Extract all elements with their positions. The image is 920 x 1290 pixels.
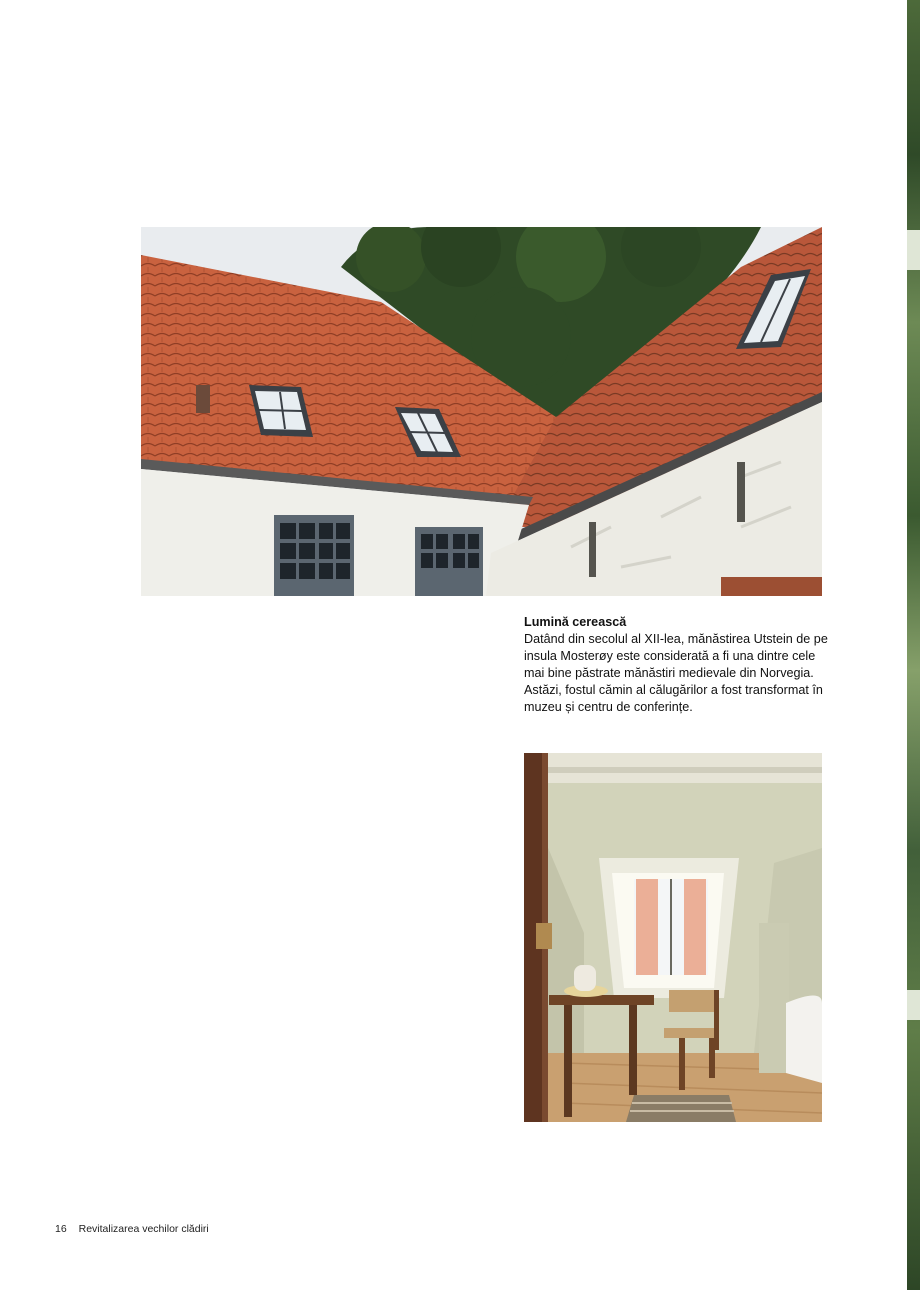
caption-title: Lumină cerească: [524, 615, 627, 629]
adjacent-page-edge: [907, 0, 920, 1290]
page-footer: [55, 1223, 209, 1235]
section-title: Revitalizarea vechilor clădiri: [78, 1223, 209, 1235]
page-number: 16: [55, 1223, 67, 1235]
caption-body: Datând din secolul al XII-lea, mănăstirea Utstein de pe insula Mosterøy este considerată a fi una dintre cele mai bine păstrate mănăstiri medievale din Norvegia. Astăzi, fostul cămin al călugărilor a fost transformat în muzeu și centru de conferințe.: [524, 632, 828, 714]
photo-caption: [524, 614, 834, 716]
attic-room-photo: [524, 753, 822, 1122]
monastery-roofs-photo: [141, 227, 822, 596]
